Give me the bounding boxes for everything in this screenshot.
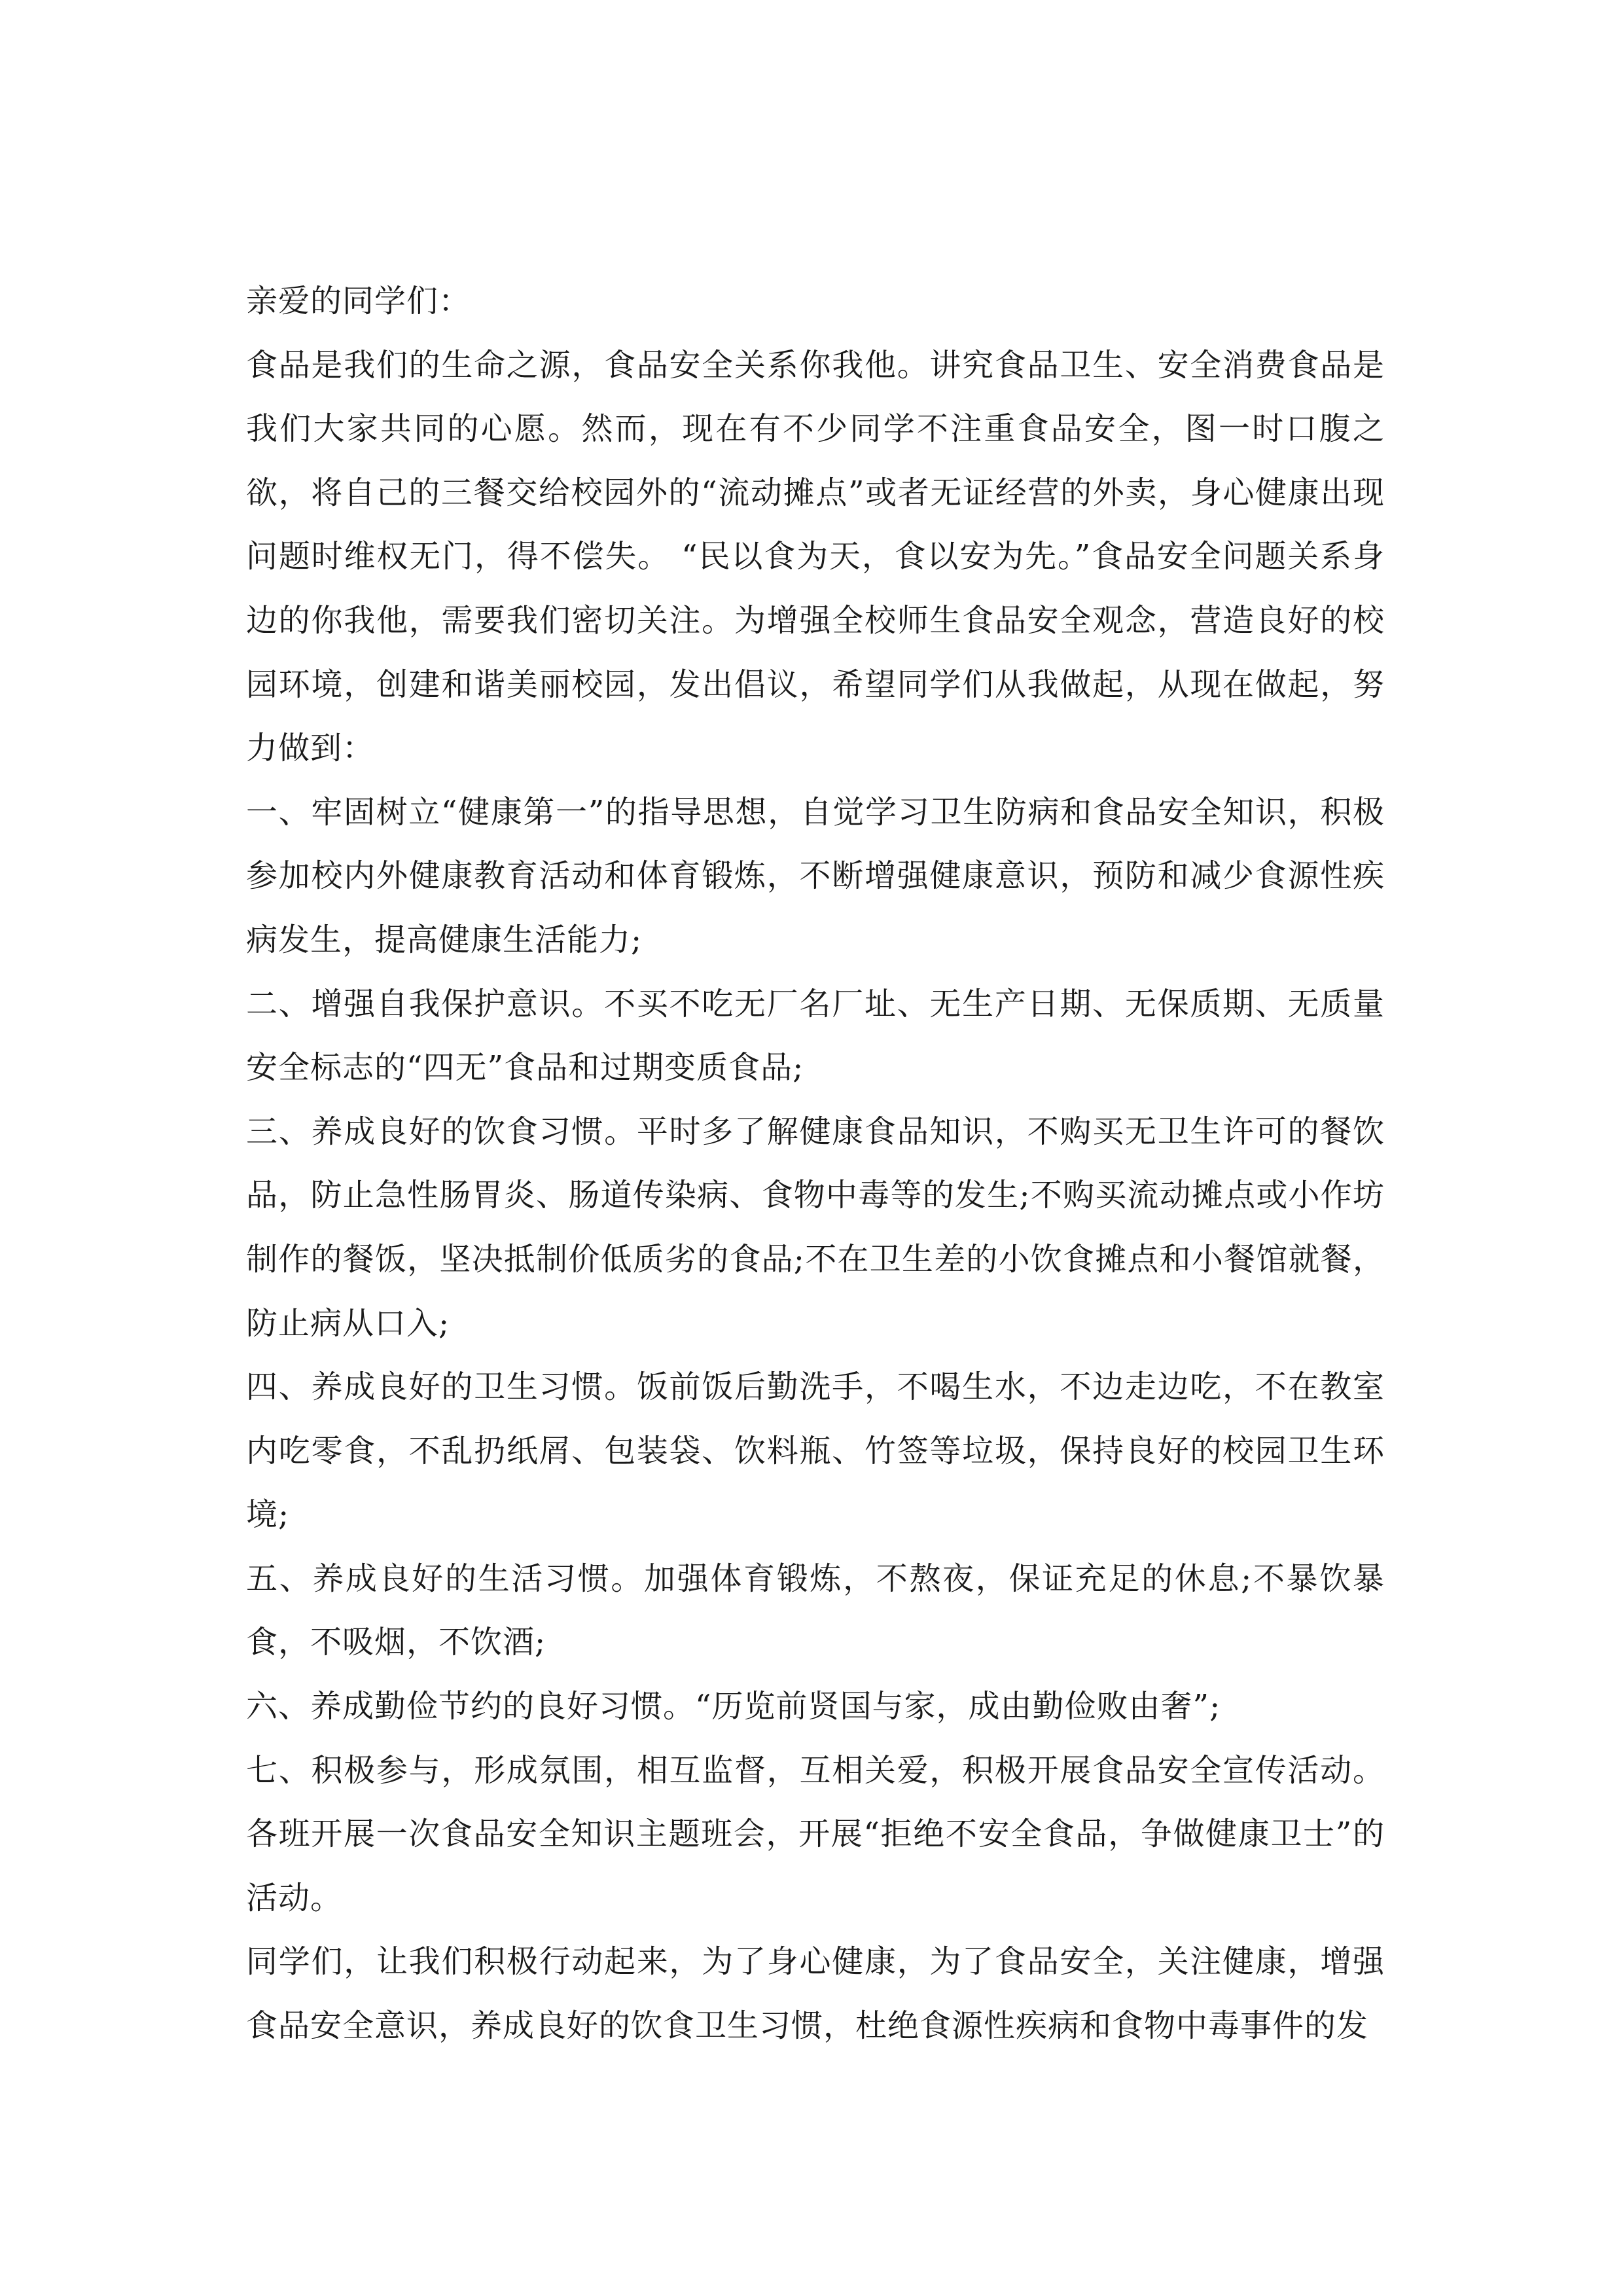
intro-paragraph: 食品是我们的生命之源，食品安全关系你我他。讲究食品卫生、安全消费食品是我们大家共同的心愿。然而，现在有不少同学不注重食品安全，图一时口腹之欲，将自己的三餐交给校园外的“流动摊点”或者无证经营的外卖，身心健康出现问题时维权无门，得不偿失。 “民以食为天，食以安为先。”食品安全问题关系身边的你我他，需要我们密切关注。为增强全校师生食品安全观念，营造良好的校园环境，创建和谐美丽校园，发出倡议，希望同学们从我做起，从现在做起，努力做到： <box>246 346 1385 767</box>
item-4-paragraph: 四、养成良好的卫生习惯。饭前饭后勤洗手，不喝生水，不边走边吃，不在教室内吃零食，不乱扔纸屑、包装袋、饮料瓶、竹签等垃圾，保持良好的校园卫生环境; <box>246 1369 1385 1534</box>
item-3-paragraph: 三、养成良好的饮食习惯。平时多了解健康食品知识，不购买无卫生许可的餐饮品，防止急性肠胃炎、肠道传染病、食物中毒等的发生;不购买流动摊点或小作坊制作的餐饭，坚决抵制价低质劣的食品;不在卫生差的小饮食摊点和小餐馆就餐，防止病从口入; <box>246 1113 1385 1342</box>
item-1-paragraph: 一、牢固树立“健康第一”的指导思想，自觉学习卫生防病和食品安全知识，积极参加校内外健康教育活动和体育锻炼，不断增强健康意识，预防和减少食源性疾病发生，提高健康生活能力; <box>246 793 1385 958</box>
item-7-paragraph: 七、积极参与，形成氛围，相互监督，互相关爱，积极开展食品安全宣传活动。各班开展一次食品安全知识主题班会，开展“拒绝不安全食品，争做健康卫士”的活动。 <box>246 1751 1385 1916</box>
greeting-line: 亲爱的同学们： <box>246 283 471 319</box>
item-6-paragraph: 六、养成勤俭节约的良好习惯。“历览前贤国与家，成由勤俭败由奢”; <box>246 1688 1221 1725</box>
document-body <box>246 270 1385 2058</box>
item-2-paragraph: 二、增强自我保护意识。不买不吃无厂名厂址、无生产日期、无保质期、无质量安全标志的“四无”食品和过期变质食品; <box>246 985 1385 1086</box>
item-5-paragraph: 五、养成良好的生活习惯。加强体育锻炼，不熬夜，保证充足的休息;不暴饮暴食，不吸烟，不饮酒; <box>246 1560 1385 1661</box>
closing-paragraph: 同学们，让我们积极行动起来，为了身心健康，为了食品安全，关注健康，增强食品安全意识，养成良好的饮食卫生习惯，杜绝食源性疾病和食物中毒事件的发 <box>246 1943 1385 2045</box>
